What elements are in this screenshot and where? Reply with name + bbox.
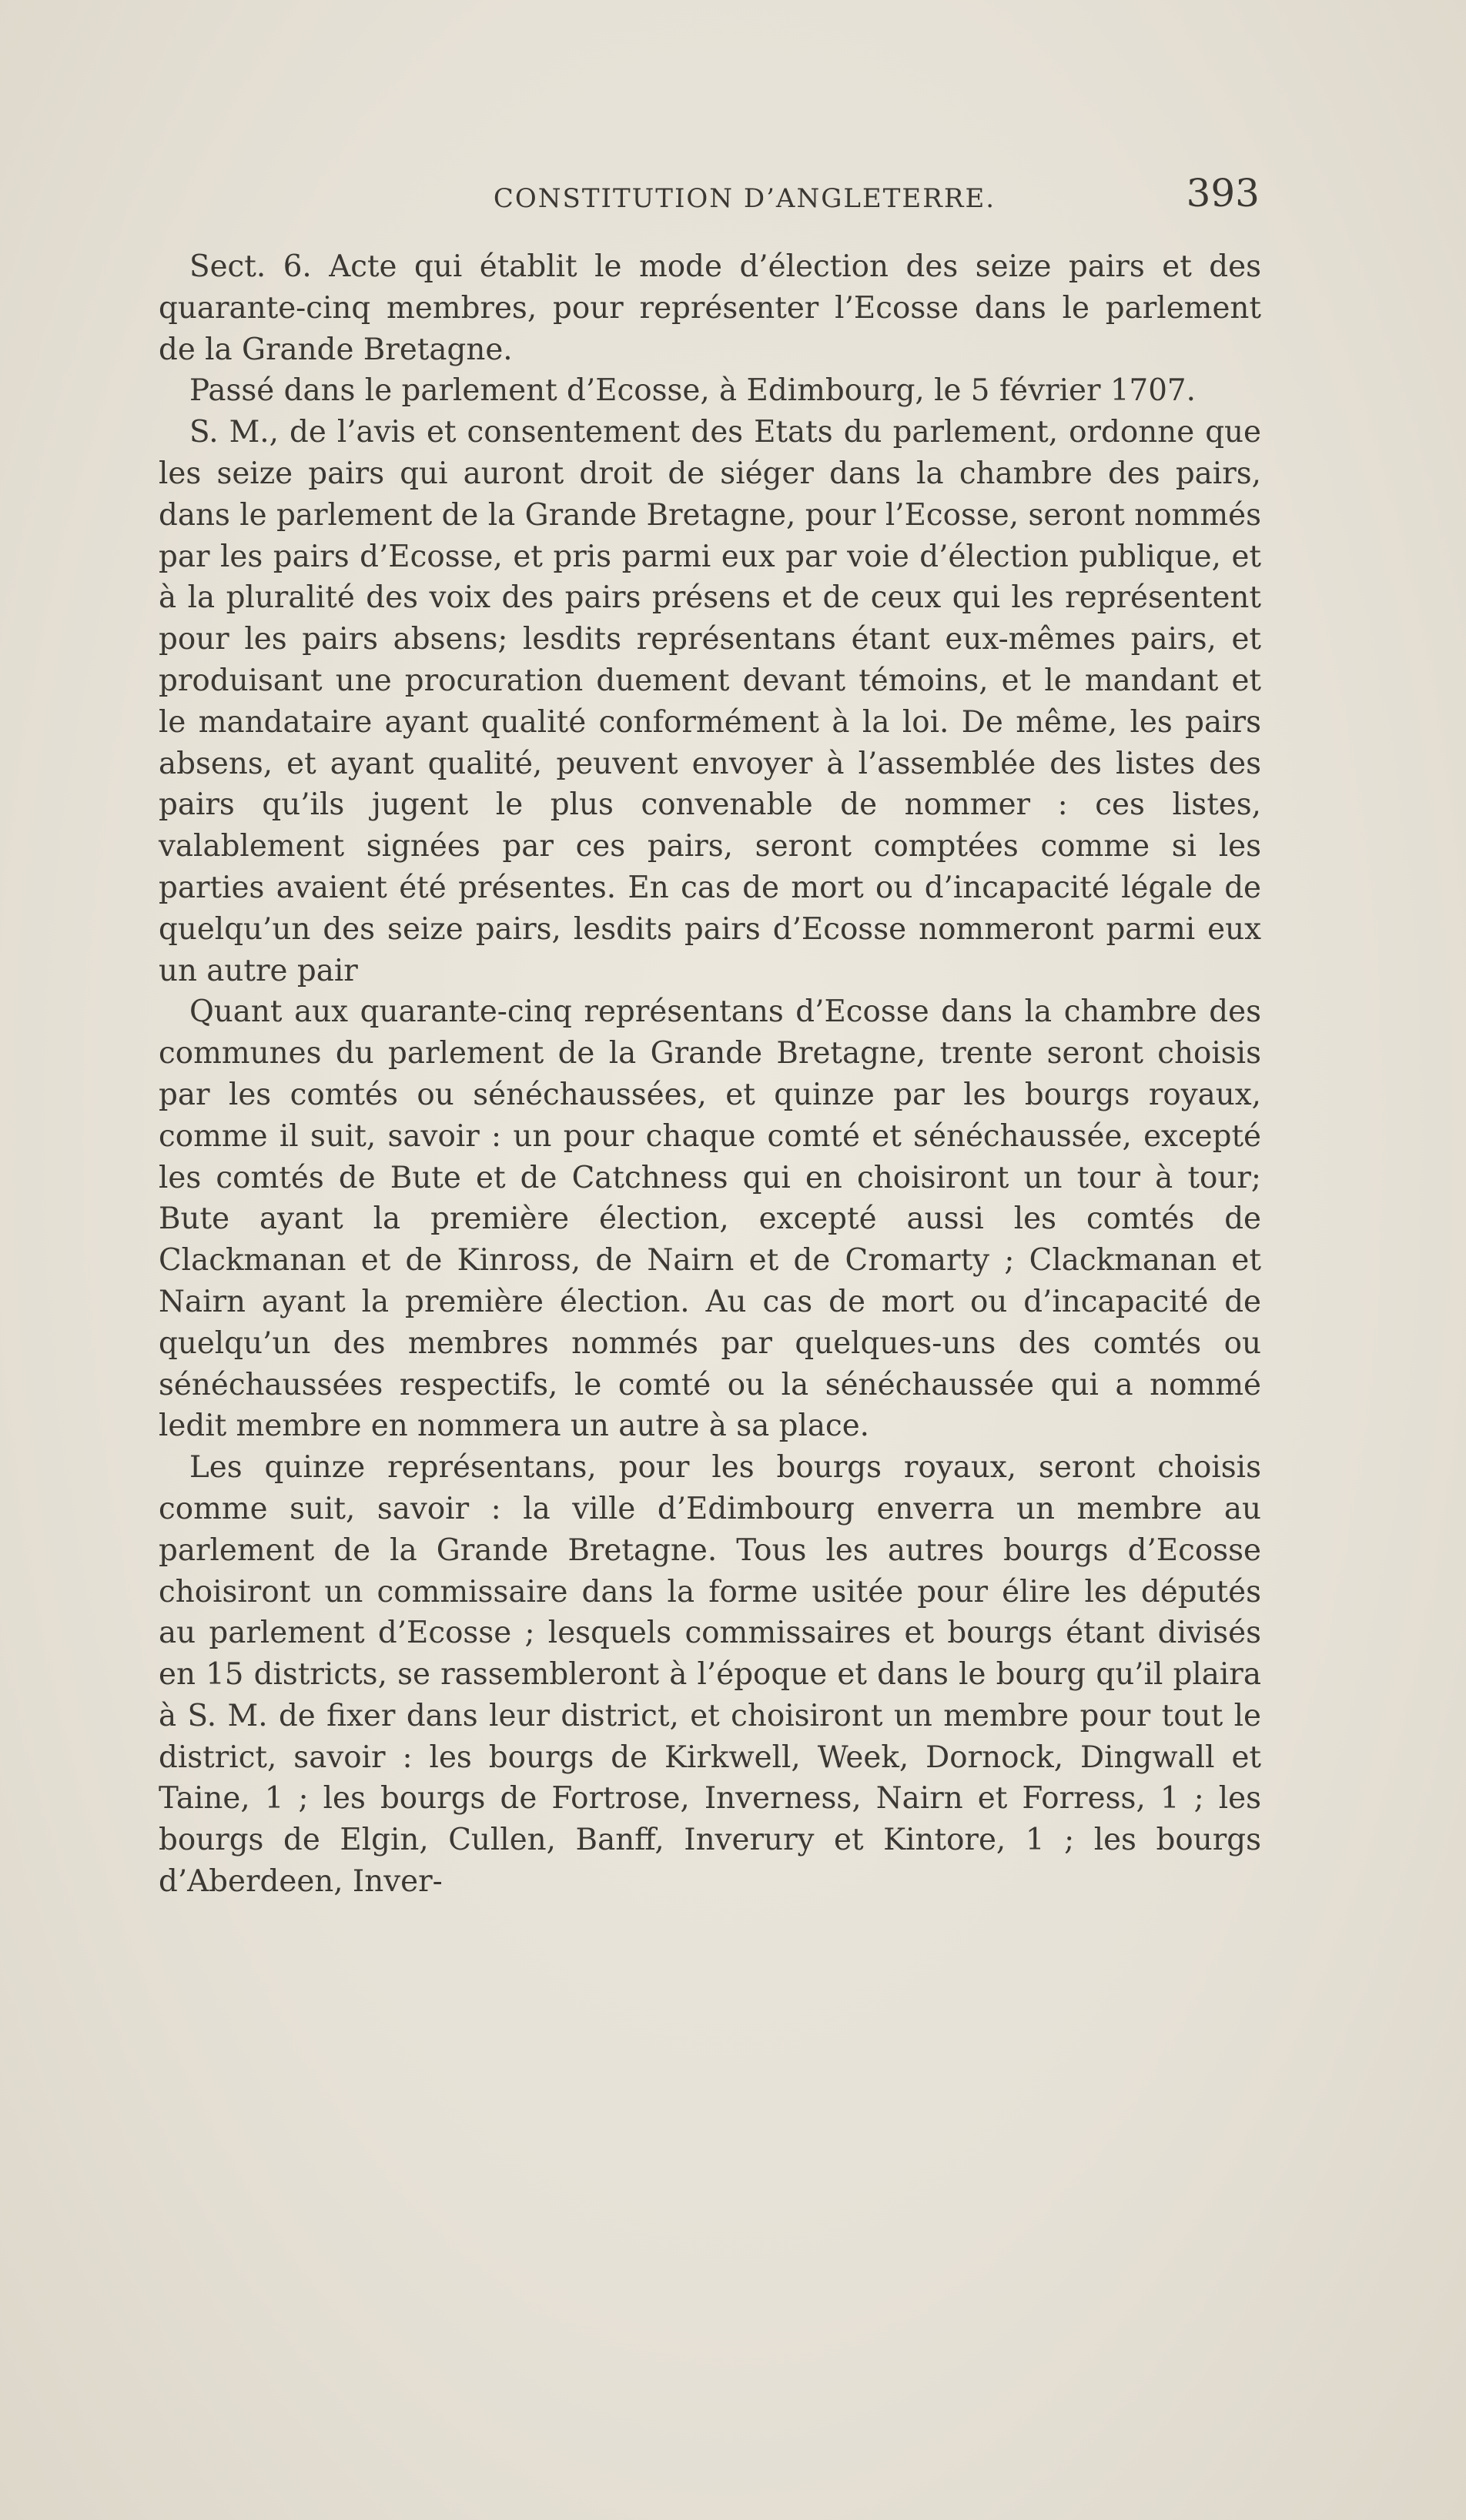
- running-head: [159, 171, 1261, 225]
- paragraph-commons: Quant aux quarante-cinq représentans d’Ecosse dans la chambre des communes du parlement de la Grande Bretagne, trente seront choisis par les comtés ou sénéchaussées, et quinze par les bourgs royaux, comme il suit, savoir : un pour chaque comté et sénéchaussée, excepté les comtés de Bute et de Catchness qui en choisiront un tour à tour; Bute ayant la première élection, excepté aussi les comtés de Clackmanan et de Kinross, de Nairn et de Cromarty ; Clackmanan et Nairn ayant la première élection. Au cas de mort ou d’incapacité de quelqu’un des membres nommés par quelques-uns des comtés ou sénéchaussées respectifs, le comté ou la sénéchaussée qui a nommé ledit membre en nommera un autre à sa place.: [159, 994, 1261, 1444]
- running-title: CONSTITUTION D’ANGLETERRE.: [493, 183, 996, 214]
- page-number: 393: [1186, 171, 1260, 216]
- text-block: [159, 171, 1261, 1903]
- section-title: Sect. 6. Acte qui établit le mode d’élection des seize pairs et des quarante-cinq membres, pour représenter l’Ecosse dans le parlement de la Grande Bretagne.: [159, 249, 1261, 367]
- paragraph-peers: S. M., de l’avis et consentement des Etats du parlement, ordonne que les seize pairs qui auront droit de siéger dans la chambre des pairs, dans le parlement de la Grande Bretagne, pour l’Ecosse, seront nommés par les pairs d’Ecosse, et pris parmi eux par voie d’élection publique, et à la pluralité des voix des pairs présens et de ceux qui les représentent pour les pairs absens; lesdits représentans étant eux-mêmes pairs, et produisant une procuration duement devant témoins, et le mandant et le mandataire ayant qualité conformément à la loi. De même, les pairs absens, et ayant qualité, peuvent envoyer à l’assemblée des listes des pairs qu’ils jugent le plus convenable de nommer : ces listes, valablement signées par ces pairs, seront comptées comme si les parties avaient été présentes. En cas de mort ou d’incapacité légale de quelqu’un des seize pairs, lesdits pairs d’Ecosse nommeront parmi eux un autre pair: [159, 415, 1261, 988]
- paragraph-enactment-date: Passé dans le parlement d’Ecosse, à Edimbourg, le 5 février 1707.: [189, 373, 1196, 409]
- paragraph-burghs: Les quinze représentans, pour les bourgs royaux, seront choisis comme suit, savoir : la ville d’Edimbourg enverra un membre au parlement de la Grande Bretagne. Tous les autres bourgs d’Ecosse choisiront un commissaire dans la forme usitée pour élire les députés au parlement d’Ecosse ; lesquels commissaires et bourgs étant divisés en 15 districts, se rassembleront à l’époque et dans le bourg qu’il plaira à S. M. de fixer dans leur district, et choisiront un membre pour tout le district, savoir : les bourgs de Kirkwell, Week, Dornock, Dingwall et Taine, 1 ; les bourgs de Fortrose, Inverness, Nairn et Forress, 1 ; les bourgs de Elgin, Cullen, Banff, Inverury et Kintore, 1 ; les bourgs d’Aberdeen, Inver-: [159, 1450, 1261, 1900]
